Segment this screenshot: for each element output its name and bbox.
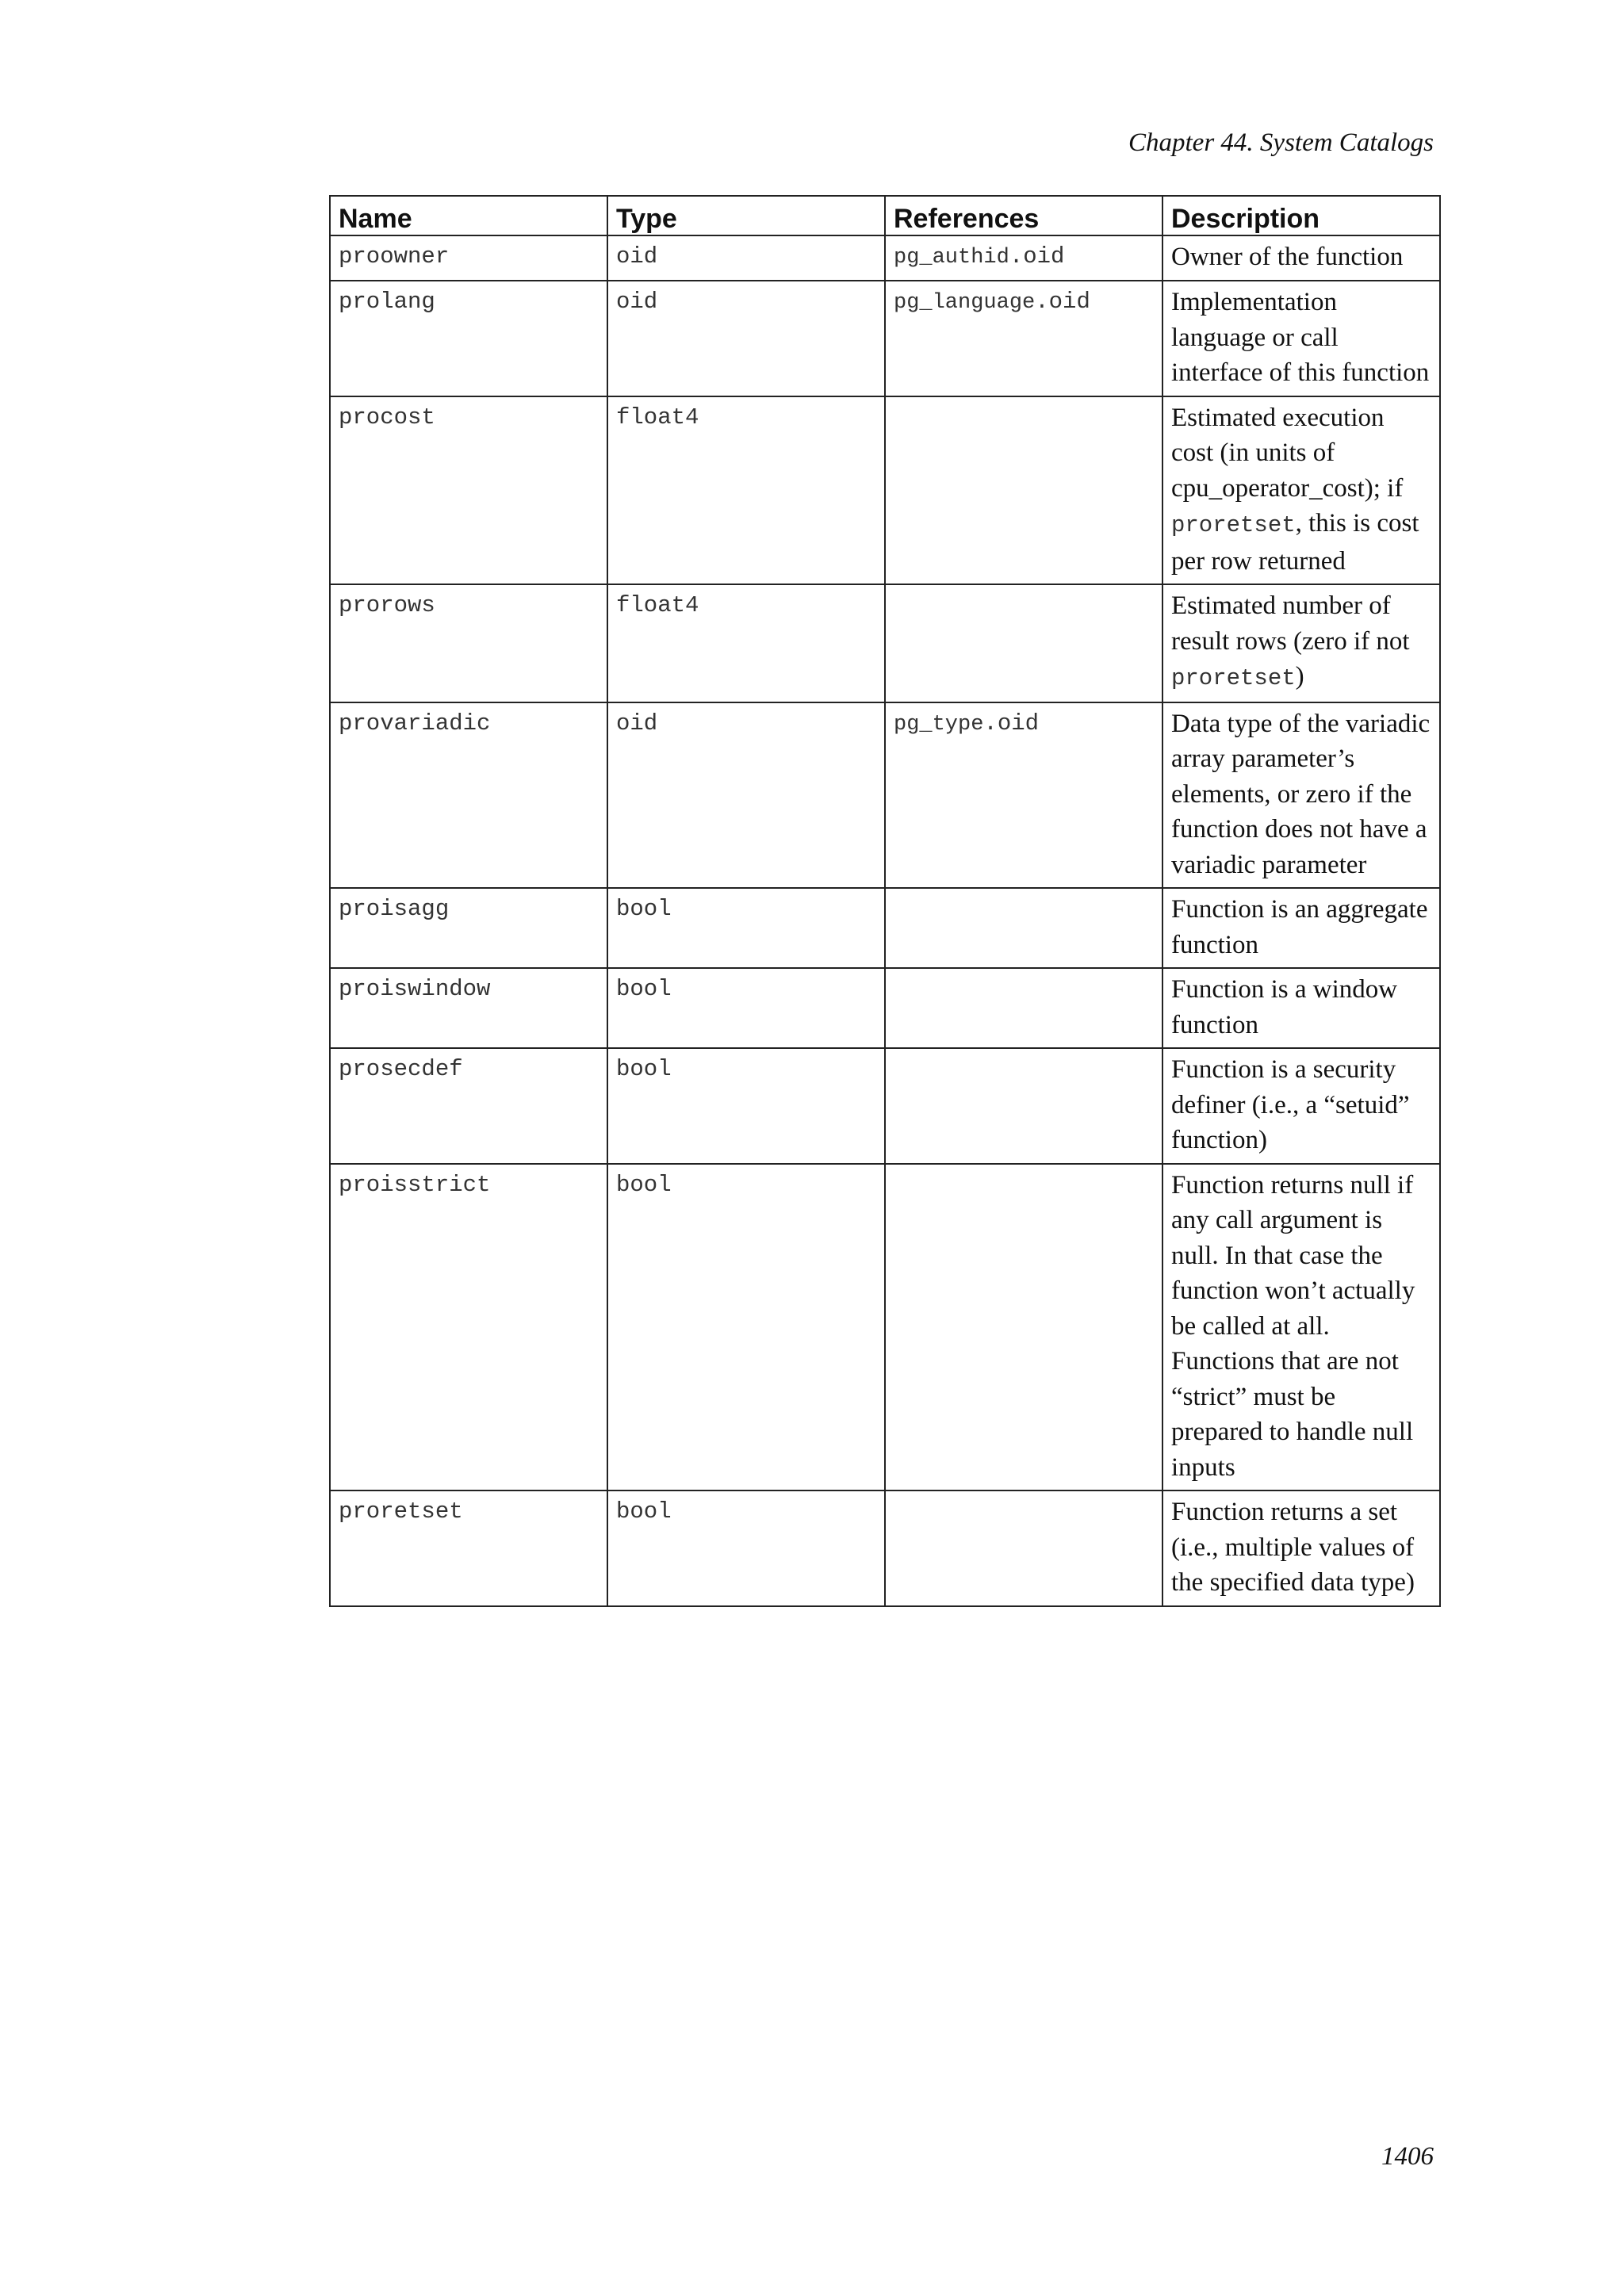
inline-code: proretset	[1171, 665, 1296, 691]
description-text: , this is cost per row returned	[1171, 509, 1419, 576]
table-row	[330, 235, 1440, 281]
table-row	[330, 968, 1440, 1048]
cell-type: bool	[607, 968, 885, 1048]
column-header-type: Type	[607, 196, 885, 235]
cell-type: oid	[607, 235, 885, 281]
table-row	[330, 888, 1440, 968]
column-header-name: Name	[330, 196, 607, 235]
cell-references	[885, 1164, 1162, 1491]
cell-description: Data type of the variadic array parameter’s elements, or zero if the function does not have a variadic parameter	[1162, 702, 1440, 889]
cell-type: float4	[607, 584, 885, 702]
cell-description: Implementation language or call interface of this function	[1162, 281, 1440, 396]
ref-table: pg_type	[894, 712, 984, 737]
cell-description	[1162, 584, 1440, 702]
cell-name: procost	[330, 396, 607, 585]
cell-name: proretset	[330, 1490, 607, 1606]
table-row	[330, 702, 1440, 889]
cell-name: proiswindow	[330, 968, 607, 1048]
cell-references	[885, 702, 1162, 889]
cell-description: Function is a security definer (i.e., a “setuid” function)	[1162, 1048, 1440, 1164]
cell-description: Function is an aggregate function	[1162, 888, 1440, 968]
cell-name: proisstrict	[330, 1164, 607, 1491]
column-header-references: References	[885, 196, 1162, 235]
cell-references	[885, 396, 1162, 585]
cell-type: bool	[607, 1490, 885, 1606]
cell-references	[885, 888, 1162, 968]
description-text: )	[1295, 662, 1304, 691]
table-row	[330, 1164, 1440, 1491]
description-text: Estimated execution cost (in units of cpu_operator_cost); if	[1171, 403, 1404, 503]
cell-description: Owner of the function	[1162, 235, 1440, 281]
cell-references	[885, 968, 1162, 1048]
ref-column: .oid	[1009, 243, 1065, 270]
ref-column: .oid	[1035, 289, 1090, 315]
cell-name: prosecdef	[330, 1048, 607, 1164]
cell-description	[1162, 396, 1440, 585]
description-text: Estimated number of result rows (zero if not	[1171, 591, 1410, 656]
cell-name: provariadic	[330, 702, 607, 889]
table-row	[330, 281, 1440, 396]
table-row	[330, 1048, 1440, 1164]
ref-table: pg_language	[894, 291, 1036, 315]
cell-name: prorows	[330, 584, 607, 702]
catalog-table	[329, 195, 1441, 1607]
table-row	[330, 396, 1440, 585]
cell-description: Function is a window function	[1162, 968, 1440, 1048]
cell-type: bool	[607, 888, 885, 968]
ref-table: pg_authid	[894, 246, 1009, 270]
cell-type: oid	[607, 702, 885, 889]
table-header-row	[330, 196, 1440, 235]
cell-name: proisagg	[330, 888, 607, 968]
cell-name: prolang	[330, 281, 607, 396]
cell-references	[885, 235, 1162, 281]
cell-type: oid	[607, 281, 885, 396]
column-header-description: Description	[1162, 196, 1440, 235]
inline-code: proretset	[1171, 512, 1296, 538]
cell-description: Function returns null if any call argument is null. In that case the function won’t actually be called at all. Functions that are not “strict” must be prepared to handle null inputs	[1162, 1164, 1440, 1491]
ref-column: .oid	[983, 710, 1040, 737]
cell-description: Function returns a set (i.e., multiple values of the specified data type)	[1162, 1490, 1440, 1606]
cell-type: bool	[607, 1048, 885, 1164]
table-row	[330, 584, 1440, 702]
cell-type: float4	[607, 396, 885, 585]
page-number: 1406	[1381, 2142, 1434, 2171]
cell-references	[885, 281, 1162, 396]
cell-name: proowner	[330, 235, 607, 281]
cell-references	[885, 1048, 1162, 1164]
running-header: Chapter 44. System Catalogs	[1128, 128, 1434, 157]
cell-type: bool	[607, 1164, 885, 1491]
cell-references	[885, 1490, 1162, 1606]
table-row	[330, 1490, 1440, 1606]
cell-references	[885, 584, 1162, 702]
